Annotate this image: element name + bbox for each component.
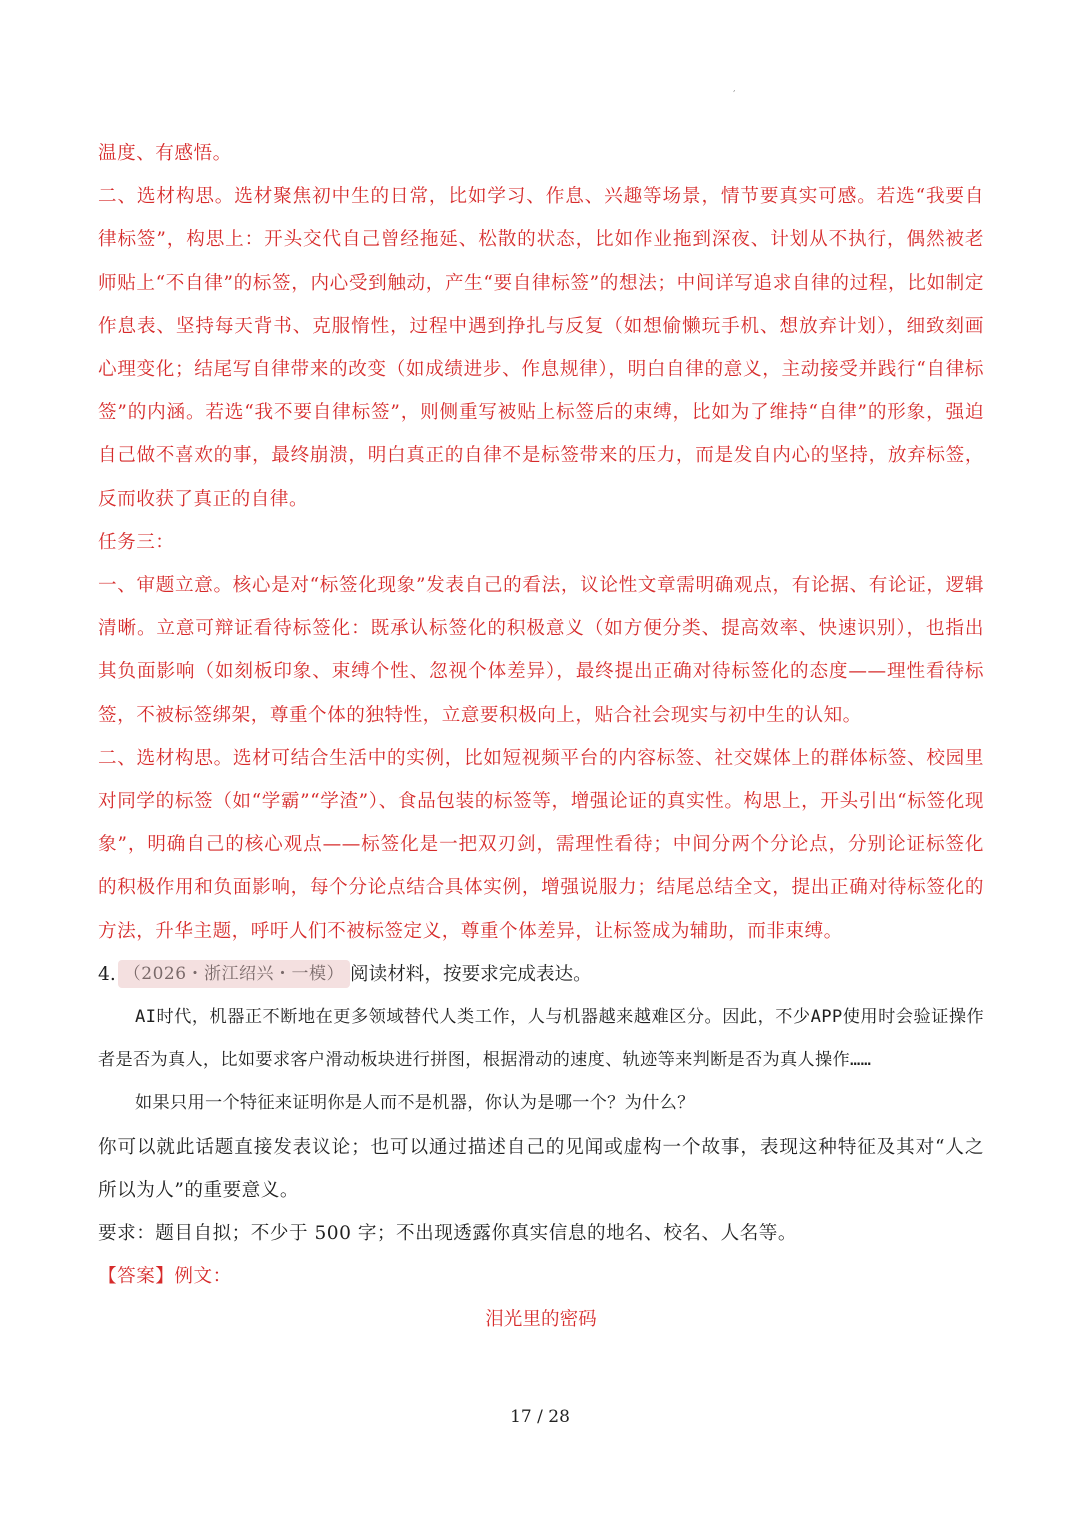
task-heading: 任务三： — [98, 531, 175, 553]
question-source-badge: （2026・浙江绍兴・一模） — [118, 960, 350, 988]
answer-tag: 【答案】 — [98, 1266, 175, 1288]
answer-paragraph: 一、审题立意。核心是对“标签化现象”发表自己的看法，议论性文章需明确观点，有论据、有论证，逻辑清晰。立意可辩证看待标签化：既承认标签化的积极意义（如方便分类、提高效率、快速识别），也指出其负面影响（如刻板印象、束缚个性、忽视个体差异），最终提出正确对待标签化的态度——理性看待标签，不被标签绑架，尊重个体的独特性，立意要积极向上，贴合社会现实与初中生的认知。 — [98, 575, 984, 726]
answer-label: 例文： — [174, 1266, 232, 1288]
header-mark: , — [733, 84, 736, 93]
question-prompt: 阅读材料，按要求完成表达。 — [350, 963, 592, 985]
requirements-paragraph: 要求：题目自拟；不少于 500 字；不出现透露你真实信息的地名、校名、人名等。 — [98, 1223, 797, 1245]
instruction-paragraph: 你可以就此话题直接发表议论；也可以通过描述自己的见闻或虚构一个故事，表现这种特征及其对“人之所以为人”的重要意义。 — [98, 1136, 984, 1201]
essay-title: 泪光里的密码 — [485, 1309, 597, 1331]
question-number: 4. — [98, 963, 116, 985]
answer-paragraph: 二、选材构思。选材聚焦初中生的日常，比如学习、作息、兴趣等场景，情节要真实可感。若选“我要自律标签”，构思上：开头交代自己曾经拖延、松散的状态，比如作业拖到深夜、计划从不执行，偶然被老师贴上“不自律”的标签，内心受到触动，产生“要自律标签”的想法；中间详写追求自律的过程，比如制定作息表、坚持每天背书、克服惰性，过程中遇到挣扎与反复（如想偷懒玩手机、想放弃计划），细致刻画心理变化；结尾写自律带来的改变（如成绩进步、作息规律），明白自律的意义，主动接受并践行“自律标签”的内涵。若选“我不要自律标签”，则侧重写被贴上标签后的束缚，比如为了维持“自律”的形象，强迫自己做不喜欢的事，最终崩溃，明白真正的自律不是标签带来的压力，而是发自内心的坚持，放弃标签，反而收获了真正的自律。 — [98, 186, 984, 510]
material-paragraph: AI时代，机器正不断地在更多领域替代人类工作，人与机器越来越难区分。因此，不少APP使用时会验证操作者是否为真人，比如要求客户滑动板块进行拼图，根据滑动的速度、轨迹等来判断是否为真人操作…… — [98, 1007, 984, 1071]
answer-paragraph: 二、选材构思。选材可结合生活中的实例，比如短视频平台的内容标签、社交媒体上的群体标签、校园里对同学的标签（如“学霸”“学渣”）、食品包装的标签等，增强论证的真实性。构思上，开头引出“标签化现象”，明确自己的核心观点——标签化是一把双刃剑，需理性看待；中间分两个分论点，分别论证标签化的积极作用和负面影响，每个分论点结合具体实例，增强说服力；结尾总结全文，提出正确对待标签化的方法，升华主题，呼吁人们不被标签定义，尊重个体差异，让标签成为辅助，而非束缚。 — [98, 747, 984, 942]
document-content — [98, 132, 984, 1360]
question-line — [98, 953, 984, 996]
answer-paragraph: 温度、有感悟。 — [98, 143, 232, 164]
page-number: 17 / 28 — [510, 1407, 570, 1427]
material-question: 如果只用一个特征来证明你是人而不是机器，你认为是哪一个？为什么？ — [135, 1093, 695, 1114]
answer-line — [98, 1255, 984, 1298]
